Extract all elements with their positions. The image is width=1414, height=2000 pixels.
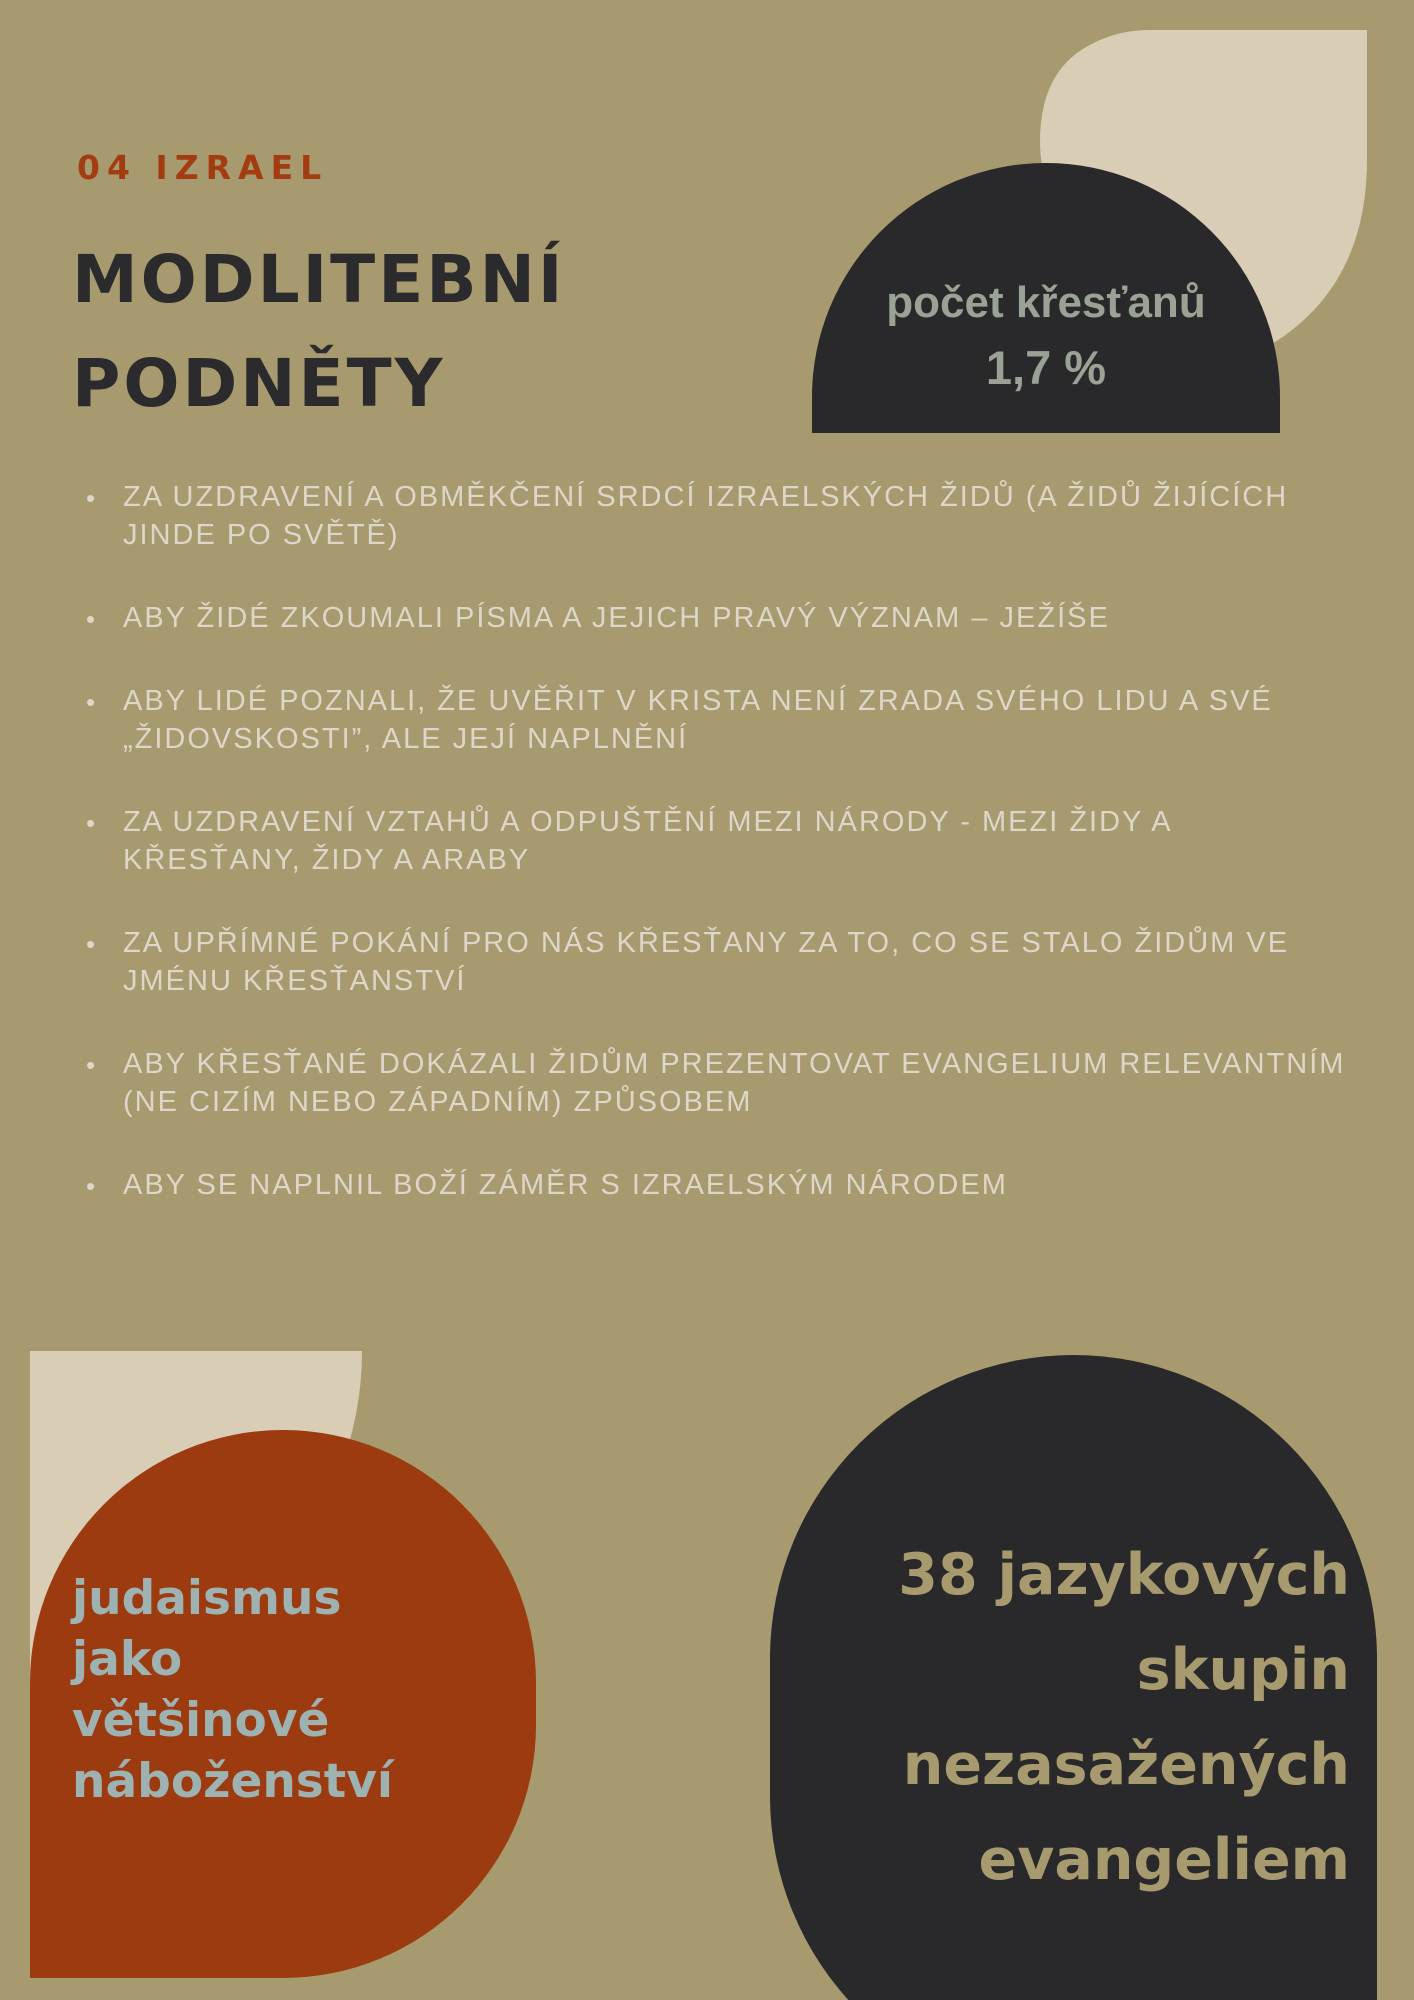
list-item: • ZA UZDRAVENÍ VZTAHŮ A ODPUŠTĚNÍ MEZI NÁRODY - MEZI ŽIDY A KŘESŤANY, ŽIDY A ARABY — [86, 803, 1356, 879]
language-groups-line2: skupin — [1136, 1637, 1350, 1703]
stat-value: 1,7 % — [985, 341, 1107, 394]
judaism-card-line1: judaismus — [72, 1571, 342, 1626]
prayer-bullet-list — [86, 478, 1356, 1249]
list-item: • ABY LIDÉ POZNALI, ŽE UVĚŘIT V KRISTA NENÍ ZRADA SVÉHO LIDU A SVÉ „ŽIDOVSKOSTI”, ALE JEJÍ NAPLNĚNÍ — [86, 682, 1356, 758]
language-groups-line3: nezasažených — [902, 1732, 1350, 1798]
page-title-line1: MODLITEBNÍ — [72, 241, 566, 318]
page-title — [72, 228, 565, 436]
list-item: • ABY KŘESŤANÉ DOKÁZALI ŽIDŮM PREZENTOVAT EVANGELIUM RELEVANTNÍM (NE CIZÍM NEBO ZÁPADNÍM) ZPŮSOBEM — [86, 1045, 1356, 1121]
list-item: • ABY SE NAPLNIL BOŽÍ ZÁMĚR S IZRAELSKÝM NÁRODEM — [86, 1166, 1356, 1204]
list-item: • ABY ŽIDÉ ZKOUMALI PÍSMA A JEJICH PRAVÝ VÝZNAM – JEŽÍŠE — [86, 599, 1356, 637]
stat-label: počet křesťanů — [886, 278, 1206, 327]
language-groups-line4: evangeliem — [978, 1827, 1350, 1893]
eyebrow-label: 04 IZRAEL — [77, 148, 329, 187]
language-groups-card-text — [898, 1528, 1350, 1908]
language-groups-line1: 38 jazykových — [898, 1542, 1350, 1608]
list-item: • ZA UPŘÍMNÉ POKÁNÍ PRO NÁS KŘESŤANY ZA TO, CO SE STALO ŽIDŮM VE JMÉNU KŘESŤANSTVÍ — [86, 924, 1356, 1000]
judaism-card-line2: jako — [72, 1632, 183, 1687]
list-item: • ZA UZDRAVENÍ A OBMĚKČENÍ SRDCÍ IZRAELSKÝCH ŽIDŮ (A ŽIDŮ ŽIJÍCÍCH JINDE PO SVĚTĚ) — [86, 478, 1356, 554]
page-title-line2: PODNĚTY — [72, 345, 446, 422]
judaism-card-text — [72, 1568, 393, 1812]
judaism-card-line3: většinové — [72, 1693, 330, 1748]
judaism-card-line4: náboženství — [72, 1754, 393, 1809]
